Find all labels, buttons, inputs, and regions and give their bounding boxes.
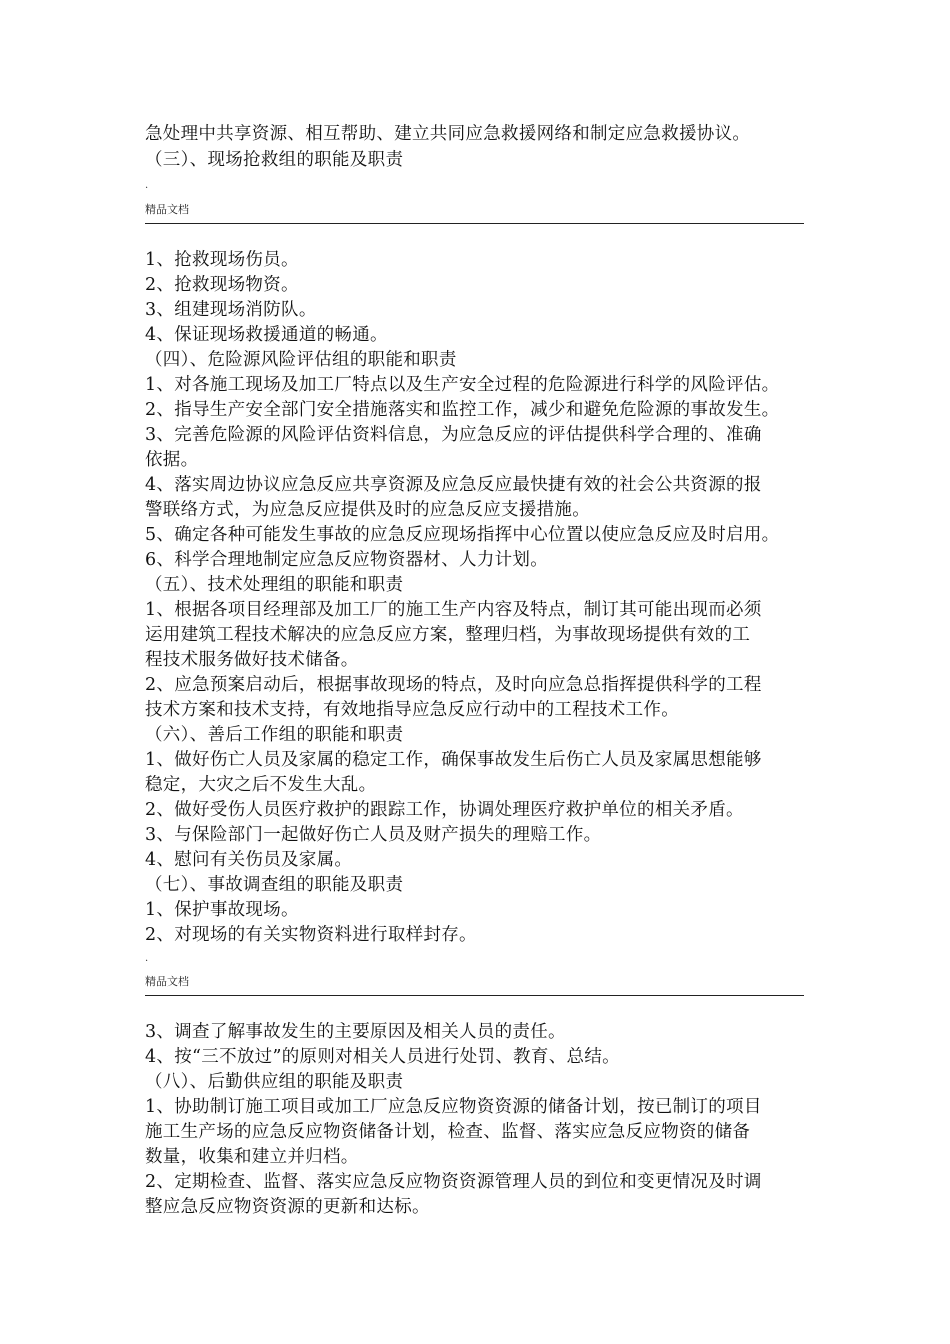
text-line: 1、对各施工现场及加工厂特点以及生产安全过程的危险源进行科学的风险评估。	[145, 375, 780, 395]
text-line: 3、与保险部门一起做好伤亡人员及财产损失的理赔工作。	[145, 825, 602, 845]
text-line: 1、做好伤亡人员及家属的稳定工作，确保事故发生后伤亡人员及家属思想能够	[145, 750, 762, 770]
text-line: 2、定期检查、监督、落实应急反应物资资源管理人员的到位和变更情况及时调	[145, 1172, 762, 1192]
text-line: 警联络方式，为应急反应提供及时的应急反应支援措施。	[145, 500, 590, 520]
section-heading: （七）、事故调查组的职能及职责	[145, 875, 404, 895]
header-label: 精品文档	[145, 975, 189, 988]
text-line: 整应急反应物资资源的更新和达标。	[145, 1197, 430, 1217]
text-line: 1、抢救现场伤员。	[145, 250, 299, 270]
header-rule	[145, 223, 804, 224]
section-heading: （六）、善后工作组的职能和职责	[145, 725, 404, 745]
header-rule	[145, 995, 804, 996]
text-line: 施工生产场的应急反应物资储备计划，检查、监督、落实应急反应物资的储备	[145, 1122, 751, 1142]
text-line: 6、科学合理地制定应急反应物资器材、人力计划。	[145, 550, 549, 570]
text-line: 2、指导生产安全部门安全措施落实和监控工作，减少和避免危险源的事故发生。	[145, 400, 780, 420]
section-heading: （八）、后勤供应组的职能及职责	[145, 1072, 404, 1092]
text-line: 3、调查了解事故发生的主要原因及相关人员的责任。	[145, 1022, 566, 1042]
text-line: 4、落实周边协议应急反应共享资源及应急反应最快捷有效的社会公共资源的报	[145, 475, 762, 495]
text-line: 2、应急预案启动后，根据事故现场的特点，及时向应急总指挥提供科学的工程	[145, 675, 762, 695]
text-line: 4、保证现场救援通道的畅通。	[145, 325, 388, 345]
text-line: 1、保护事故现场。	[145, 900, 299, 920]
text-line: 数量，收集和建立并归档。	[145, 1147, 359, 1167]
section-heading: （四）、危险源风险评估组的职能和职责	[145, 350, 457, 370]
text-line: 2、抢救现场物资。	[145, 275, 299, 295]
text-line: 1、根据各项目经理部及加工厂的施工生产内容及特点，制订其可能出现而必须	[145, 600, 762, 620]
text-line: 2、做好受伤人员医疗救护的跟踪工作，协调处理医疗救护单位的相关矛盾。	[145, 800, 744, 820]
text-line: 技术方案和技术支持，有效地指导应急反应行动中的工程技术工作。	[145, 700, 679, 720]
text-line: 程技术服务做好技术储备。	[145, 650, 359, 670]
text-line: 急处理中共享资源、相互帮助、建立共同应急救援网络和制定应急救援协议。	[145, 124, 751, 144]
text-line: 稳定，大灾之后不发生大乱。	[145, 775, 377, 795]
text-line: 3、组建现场消防队。	[145, 300, 317, 320]
text-line: 依据。	[145, 450, 199, 470]
text-line: 4、按“三不放过”的原则对相关人员进行处罚、教育、总结。	[145, 1047, 620, 1067]
text-line: 5、确定各种可能发生事故的应急反应现场指挥中心位置以使应急反应及时启用。	[145, 525, 780, 545]
text-line: 4、慰问有关伤员及家属。	[145, 850, 353, 870]
text-line: 2、对现场的有关实物资料进行取样封存。	[145, 925, 477, 945]
section-heading: （三）、现场抢救组的职能及职责	[145, 150, 404, 170]
text-line: 3、完善危险源的风险评估资料信息，为应急反应的评估提供科学合理的、准确	[145, 425, 762, 445]
header-label: 精品文档	[145, 203, 189, 216]
section-heading: （五）、技术处理组的职能和职责	[145, 575, 404, 595]
text-line: 1、协助制订施工项目或加工厂应急反应物资资源的储备计划，按已制订的项目	[145, 1097, 762, 1117]
header-mark: .	[145, 180, 149, 191]
text-line: 运用建筑工程技术解决的应急反应方案，整理归档，为事故现场提供有效的工	[145, 625, 751, 645]
header-mark: .	[145, 953, 149, 964]
